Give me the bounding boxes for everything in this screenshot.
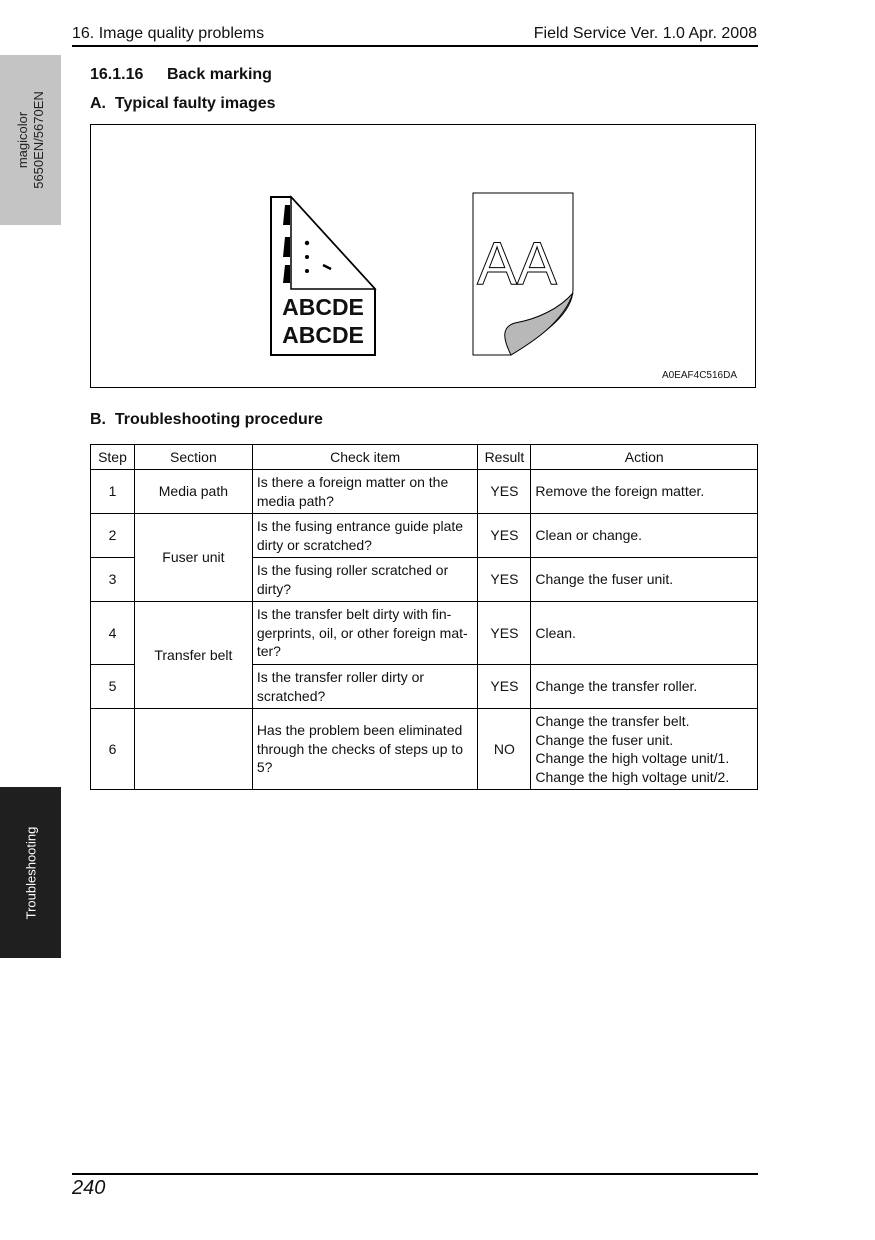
cell-result: YES	[478, 665, 531, 709]
front-text-line1: ABCDE	[282, 294, 364, 320]
cell-action: Clean.	[531, 602, 758, 665]
cell-action: Change the fuser unit.	[531, 558, 758, 602]
section-number: 16.1.16	[90, 66, 144, 83]
cell-step: 6	[91, 709, 135, 790]
table-row	[91, 470, 758, 514]
back-text: AA	[476, 230, 558, 297]
cell-result: NO	[478, 709, 531, 790]
cell-section	[134, 709, 252, 790]
cell-check-item: Has the problem been eliminated through the checks of steps up to 5?	[252, 709, 478, 790]
part-a-heading: A. Typical faulty images	[90, 95, 276, 112]
header-check-item: Check item	[252, 445, 478, 470]
figure-code: A0EAF4C516DA	[661, 370, 737, 381]
cell-section: Transfer belt	[134, 602, 252, 709]
table-row	[91, 514, 758, 558]
page-number: 240	[72, 1177, 106, 1199]
cell-step: 5	[91, 665, 135, 709]
header-action: Action	[531, 445, 758, 470]
side-tab-model	[0, 55, 61, 225]
front-text-line2: ABCDE	[282, 322, 364, 348]
back-page-illustration	[473, 193, 573, 355]
cell-action: Remove the foreign matter.	[531, 470, 758, 514]
header-section: Section	[134, 445, 252, 470]
table-header-row	[91, 445, 758, 470]
section-title: Back marking	[167, 66, 272, 83]
cell-check-item: Is the transfer belt dirty with fin-gerprints, oil, or other foreign mat-ter?	[252, 602, 478, 665]
side-tab-model-line2: 5650EN/5670EN	[30, 91, 46, 189]
cell-step: 3	[91, 558, 135, 602]
header-result: Result	[478, 445, 531, 470]
section-heading	[90, 66, 272, 84]
troubleshooting-table	[90, 444, 758, 790]
cell-check-item: Is the fusing entrance guide plate dirty or scratched?	[252, 514, 478, 558]
front-page-illustration	[271, 197, 375, 355]
header-version: Field Service Ver. 1.0 Apr. 2008	[533, 25, 757, 42]
cell-action: Change the transfer belt. Change the fuser unit. Change the high voltage unit/1. Change the high voltage unit/2.	[531, 709, 758, 790]
cell-check-item: Is the transfer roller dirty or scratched?	[252, 665, 478, 709]
side-tab-model-line1: magicolor	[14, 111, 30, 169]
cell-action: Clean or change.	[531, 514, 758, 558]
cell-result: YES	[478, 602, 531, 665]
header-rule	[72, 45, 758, 47]
table-row	[91, 602, 758, 665]
faulty-image-illustration	[91, 125, 755, 387]
cell-step: 1	[91, 470, 135, 514]
header-step: Step	[91, 445, 135, 470]
cell-result: YES	[478, 514, 531, 558]
cell-section: Fuser unit	[134, 514, 252, 602]
cell-step: 2	[91, 514, 135, 558]
side-tab-section-label: Troubleshooting	[23, 826, 38, 919]
cell-result: YES	[478, 558, 531, 602]
cell-action: Change the transfer roller.	[531, 665, 758, 709]
part-b-heading: B. Troubleshooting procedure	[90, 411, 323, 428]
cell-check-item: Is the fusing roller scratched or dirty?	[252, 558, 478, 602]
side-tab-section	[0, 787, 61, 958]
table-row	[91, 709, 758, 790]
faulty-image-figure	[90, 124, 756, 388]
cell-step: 4	[91, 602, 135, 665]
cell-result: YES	[478, 470, 531, 514]
header-chapter-title: 16. Image quality problems	[72, 25, 265, 42]
footer-rule	[72, 1173, 758, 1175]
cell-section: Media path	[134, 470, 252, 514]
cell-check-item: Is there a foreign matter on the media path?	[252, 470, 478, 514]
